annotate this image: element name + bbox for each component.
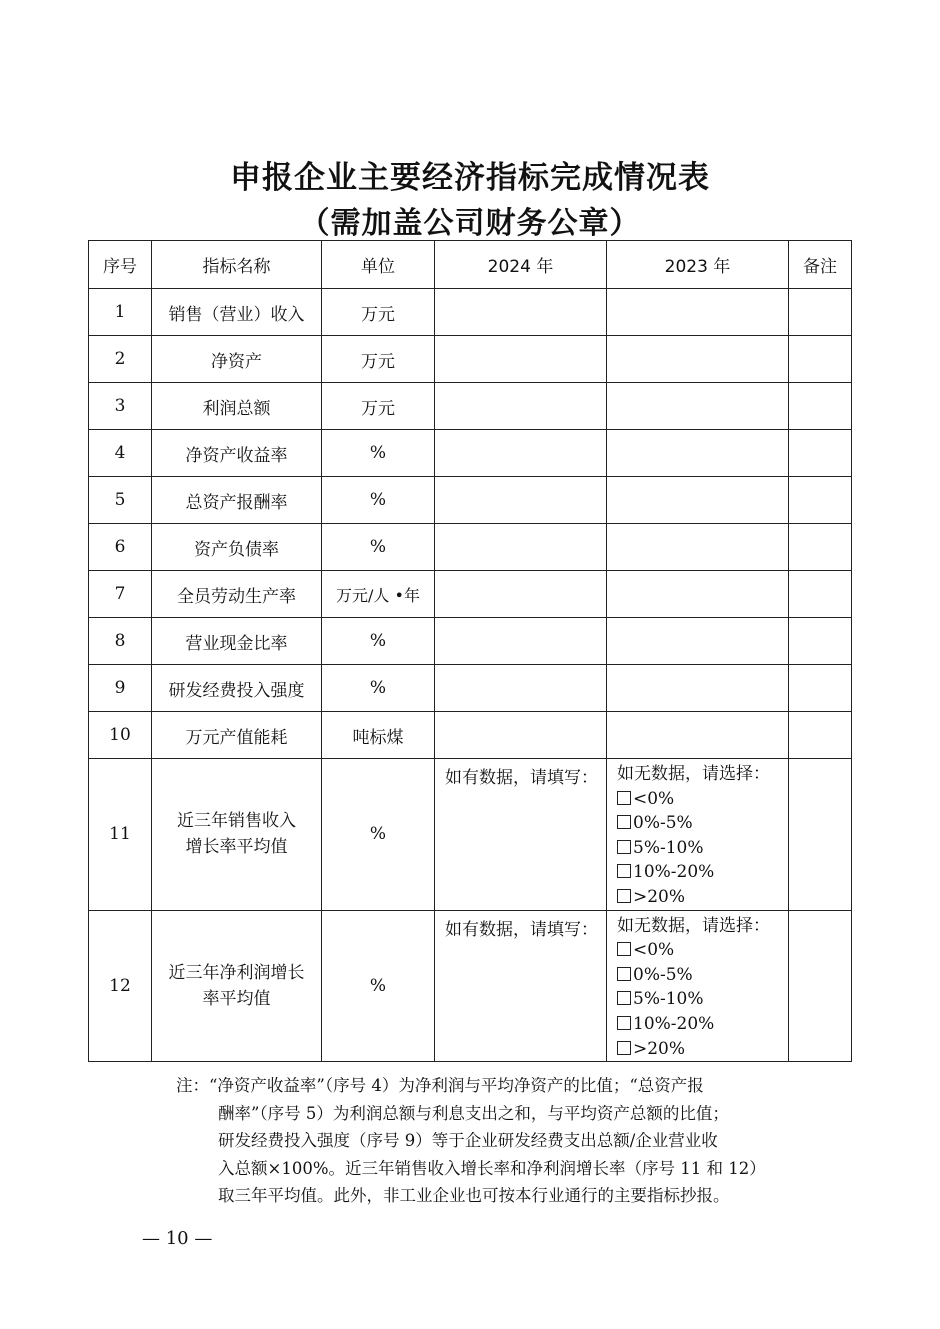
table-row [89,383,852,430]
value-2024-cell[interactable] [435,477,607,524]
indicators-table [88,240,852,1062]
indicator-unit: % [322,430,435,477]
row-number: 2 [89,336,152,383]
column-header: 指标名称 [152,241,322,289]
option-label: <0% [633,788,675,809]
indicator-name-line: 近三年销售收入 [177,811,296,832]
column-header: 备注 [789,241,852,289]
indicator-unit: % [322,759,435,911]
row-number: 9 [89,665,152,712]
option-label: 0%-5% [633,813,693,834]
value-2023-cell[interactable] [607,665,789,712]
value-2024-cell[interactable] [435,289,607,336]
footnote-line: 取三年平均值。此外，非工业企业也可按本行业通行的主要指标抄报。 [218,1186,730,1205]
remark-cell[interactable] [789,910,852,1062]
value-2024-cell[interactable] [435,571,607,618]
value-2023-cell[interactable] [607,712,789,759]
value-2024-cell[interactable] [435,665,607,712]
option-label: >20% [633,886,686,907]
choice-prompt: 如无数据，请选择： [617,915,770,936]
indicator-unit: % [322,524,435,571]
remark-cell[interactable] [789,383,852,430]
indicator-name: 研发经费投入强度 [152,665,322,712]
row-number: 1 [89,289,152,336]
checkbox-icon[interactable] [617,791,631,805]
option-checkbox[interactable] [617,811,788,836]
checkbox-icon[interactable] [617,942,631,956]
row-number: 11 [89,759,152,911]
indicator-name: 总资产报酬率 [152,477,322,524]
table-row [89,910,852,1062]
value-2023-cell [607,910,789,1062]
indicator-name [152,759,322,911]
value-2023-cell[interactable] [607,524,789,571]
value-2024-cell[interactable] [435,336,607,383]
row-number: 8 [89,618,152,665]
indicator-name [152,910,322,1062]
row-number: 4 [89,430,152,477]
indicator-name-line: 增长率平均值 [185,837,288,858]
checkbox-icon[interactable] [617,1016,631,1030]
page-subtitle: （需加盖公司财务公章） [299,206,641,241]
option-label: <0% [633,940,675,961]
indicator-unit: % [322,618,435,665]
remark-cell[interactable] [789,336,852,383]
checkbox-icon[interactable] [617,889,631,903]
indicator-name: 销售（营业）收入 [152,289,322,336]
checkbox-icon[interactable] [617,967,631,981]
indicator-unit: % [322,665,435,712]
column-header: 序号 [89,241,152,289]
checkbox-icon[interactable] [617,815,631,829]
remark-cell[interactable] [789,477,852,524]
option-checkbox[interactable] [617,987,788,1012]
checkbox-icon[interactable] [617,864,631,878]
value-2023-cell[interactable] [607,618,789,665]
option-label: 10%-20% [633,1013,715,1034]
remark-cell[interactable] [789,759,852,911]
remark-cell[interactable] [789,571,852,618]
option-label: >20% [633,1038,686,1059]
footnote-line: 研发经费投入强度（序号 9）等于企业研发经费支出总额/企业营业收 [218,1131,718,1150]
table-header-row [89,241,852,289]
fill-prompt: 如有数据，请填写： [445,919,598,940]
value-2024-cell[interactable] [435,383,607,430]
indicator-name: 净资产收益率 [152,430,322,477]
indicator-unit: 万元 [322,336,435,383]
option-checkbox[interactable] [617,1037,788,1062]
value-2024-cell[interactable] [435,759,607,911]
footnote-line: 入总额×100%。近三年销售收入增长率和净利润增长率（序号 11 和 12） [218,1158,766,1178]
value-2024-cell[interactable] [435,524,607,571]
value-2023-cell[interactable] [607,289,789,336]
table-row [89,289,852,336]
option-label: 5%-10% [633,837,704,858]
column-header: 单位 [322,241,435,289]
checkbox-icon[interactable] [617,840,631,854]
indicator-unit: 万元 [322,383,435,430]
value-2023-cell[interactable] [607,571,789,618]
row-number: 7 [89,571,152,618]
option-checkbox[interactable] [617,938,788,963]
value-2024-cell[interactable] [435,712,607,759]
table-row [89,759,852,911]
remark-cell[interactable] [789,524,852,571]
value-2023-cell[interactable] [607,336,789,383]
fill-prompt: 如有数据，请填写： [445,768,598,788]
column-header: 2024 年 [435,241,607,289]
indicator-name: 万元产值能耗 [152,712,322,759]
option-checkbox[interactable] [617,787,788,812]
value-2023-cell[interactable] [607,430,789,477]
table-row [89,712,852,759]
option-label: 0%-5% [633,964,693,985]
row-number: 3 [89,383,152,430]
table-row [89,571,852,618]
choice-prompt: 如无数据，请选择： [617,764,770,784]
value-2024-cell[interactable] [435,910,607,1062]
indicator-name: 营业现金比率 [152,618,322,665]
indicator-name: 资产负债率 [152,524,322,571]
footnote-line: 酬率”（序号 5）为利润总额与利息支出之和，与平均资产总额的比值； [218,1103,729,1123]
value-2024-cell[interactable] [435,430,607,477]
checkbox-icon[interactable] [617,1041,631,1055]
footnote [176,1072,816,1210]
option-checkbox[interactable] [617,860,788,885]
indicator-name: 利润总额 [152,383,322,430]
value-2023-cell [607,759,789,911]
table-row [89,618,852,665]
column-header: 2023 年 [607,241,789,289]
value-2023-cell[interactable] [607,383,789,430]
option-checkbox[interactable] [617,836,788,861]
indicator-unit: 万元 [322,289,435,336]
table-row [89,477,852,524]
indicator-unit: 万元/人 •年 [322,571,435,618]
option-checkbox[interactable] [617,885,788,910]
page-number: — 10 — [142,1228,213,1249]
table-row [89,524,852,571]
indicator-unit: % [322,910,435,1062]
value-2023-cell[interactable] [607,477,789,524]
remark-cell[interactable] [789,665,852,712]
indicator-name: 净资产 [152,336,322,383]
table-row [89,336,852,383]
value-2024-cell[interactable] [435,618,607,665]
row-number: 10 [89,712,152,759]
indicator-unit: 吨标煤 [322,712,435,759]
indicator-name: 全员劳动生产率 [152,571,322,618]
option-label: 5%-10% [633,989,704,1010]
table-row [89,665,852,712]
remark-cell[interactable] [789,430,852,477]
remark-cell[interactable] [789,289,852,336]
indicator-name-line: 率平均值 [202,988,271,1009]
footnote-line: 注：“净资产收益率”（序号 4）为净利润与平均净资产的比值；“总资产报 [176,1076,704,1095]
remark-cell[interactable] [789,618,852,665]
option-checkbox[interactable] [617,963,788,988]
row-number: 5 [89,477,152,524]
row-number: 12 [89,910,152,1062]
indicator-name-line: 近三年净利润增长 [168,962,305,983]
row-number: 6 [89,524,152,571]
option-checkbox[interactable] [617,1012,788,1037]
table-row [89,430,852,477]
remark-cell[interactable] [789,712,852,759]
page-title: 申报企业主要经济指标完成情况表 [230,160,710,196]
option-label: 10%-20% [633,862,715,883]
checkbox-icon[interactable] [617,991,631,1005]
indicator-unit: % [322,477,435,524]
